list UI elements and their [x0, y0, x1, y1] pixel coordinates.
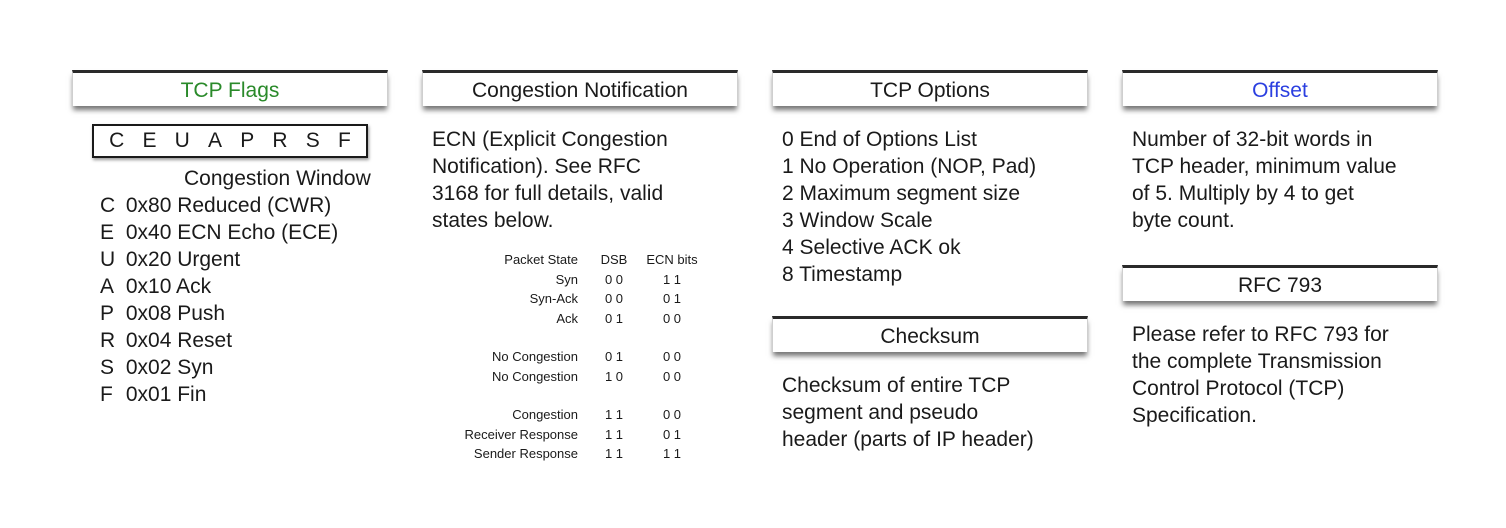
dsb-value: 0 1	[604, 349, 624, 364]
flag-desc: 0x04 Reset	[125, 329, 233, 352]
checksum-header: Checksum	[772, 316, 1088, 352]
flag-letter: C	[100, 194, 116, 217]
desc-line: 3168 for full details, valid	[432, 182, 664, 205]
packet-state: Congestion	[512, 407, 578, 422]
flag-letter: S	[100, 356, 115, 379]
dsb-value: 1 0	[604, 368, 624, 384]
table-spacer	[438, 328, 712, 347]
option-item: 8 Timestamp	[782, 263, 903, 286]
table-row	[438, 309, 712, 329]
congestion-header: Congestion Notification	[422, 70, 738, 106]
column-header: ECN bits	[646, 252, 698, 267]
rfc-header: RFC 793	[1122, 265, 1438, 301]
flag-item	[100, 246, 392, 273]
table-row	[438, 289, 712, 309]
packet-state: Syn	[555, 271, 578, 287]
desc-line: Control Protocol (TCP)	[1132, 377, 1345, 400]
desc-line: byte count.	[1132, 209, 1235, 232]
flag-item	[100, 192, 392, 219]
flag-bit: S	[305, 129, 320, 152]
packet-state: Ack	[556, 310, 578, 326]
flag-item	[100, 300, 392, 327]
desc-line: of 5. Multiply by 4 to get	[1132, 182, 1354, 205]
option-item: 2 Maximum segment size	[782, 182, 1021, 205]
table-row	[438, 444, 712, 464]
option-item: 3 Window Scale	[782, 209, 933, 232]
flag-desc: 0x40 ECN Echo (ECE)	[125, 221, 339, 244]
desc-line: TCP header, minimum value	[1132, 155, 1397, 178]
flag-bit: P	[240, 129, 255, 152]
flag-desc: 0x01 Fin	[125, 383, 207, 406]
tcp-options-header: TCP Options	[772, 70, 1088, 106]
flag-bit: F	[337, 129, 351, 152]
ecn-bits-value: 0 0	[662, 310, 682, 326]
ecn-bits-value: 0 0	[662, 368, 682, 384]
congestion-window-label: Congestion Window	[184, 167, 371, 190]
desc-line: segment and pseudo	[782, 401, 979, 424]
flag-desc: 0x10 Ack	[125, 275, 212, 298]
flag-desc: 0x08 Push	[125, 302, 226, 325]
dsb-value: 0 0	[604, 291, 624, 306]
checksum-description	[782, 372, 1092, 453]
flag-bit: R	[272, 129, 288, 152]
table-row	[438, 270, 712, 290]
options-list	[772, 126, 1092, 288]
table-row	[438, 347, 712, 367]
flag-item	[100, 327, 392, 354]
packet-state: Syn-Ack	[529, 291, 578, 306]
dsb-value: 1 1	[604, 426, 624, 442]
flag-letter: R	[100, 329, 116, 352]
dsb-value: 0 1	[604, 310, 624, 326]
packet-state: No Congestion	[492, 368, 578, 384]
column-header: Packet State	[504, 252, 578, 267]
flag-desc: 0x02 Syn	[125, 356, 214, 379]
ecn-bits-value: 0 1	[662, 291, 682, 306]
offset-header: Offset	[1122, 70, 1438, 106]
congestion-description	[432, 126, 742, 234]
offset-description	[1132, 126, 1442, 234]
ecn-bits-value: 0 1	[662, 426, 682, 442]
flag-bit: C	[109, 129, 125, 152]
offset-panel	[1122, 70, 1442, 234]
desc-line: states below.	[432, 209, 554, 232]
table-header-row	[438, 250, 712, 270]
flag-bit: A	[208, 129, 223, 152]
desc-line: Please refer to RFC 793 for	[1132, 323, 1389, 346]
flag-desc: 0x80 Reduced (CWR)	[125, 194, 332, 217]
tcp-flags-header: TCP Flags	[72, 70, 388, 106]
packet-state: Receiver Response	[464, 426, 578, 442]
flag-list	[72, 192, 392, 408]
flag-item	[100, 273, 392, 300]
option-item: 0 End of Options List	[782, 128, 977, 151]
ecn-bits-value: 1 1	[662, 446, 682, 461]
rfc-description	[1132, 321, 1442, 429]
table-spacer	[438, 386, 712, 405]
flag-letter: A	[100, 275, 115, 298]
flag-item	[100, 354, 392, 381]
flag-letter: U	[100, 248, 116, 271]
tcp-flags-panel	[72, 70, 392, 408]
packet-state: No Congestion	[492, 349, 578, 364]
flag-item	[100, 219, 392, 246]
dsb-value: 1 1	[604, 446, 624, 461]
congestion-panel	[422, 70, 742, 464]
flag-item	[100, 381, 392, 408]
desc-line: header (parts of IP header)	[782, 428, 1034, 451]
option-item: 1 No Operation (NOP, Pad)	[782, 155, 1037, 178]
flag-bit: U	[174, 129, 190, 152]
table-row	[438, 367, 712, 387]
flag-letter: F	[100, 383, 113, 406]
flag-letter: P	[100, 302, 115, 325]
tcp-options-panel	[772, 70, 1092, 288]
desc-line: the complete Transmission	[1132, 350, 1382, 373]
desc-line: Checksum of entire TCP	[782, 374, 1011, 397]
desc-line: Specification.	[1132, 404, 1257, 427]
flag-letter: E	[100, 221, 115, 244]
packet-state: Sender Response	[473, 446, 578, 461]
dsb-value: 1 1	[604, 407, 624, 422]
rfc-panel	[1122, 265, 1442, 429]
dsb-value: 0 0	[604, 271, 624, 287]
ecn-bits-value: 0 0	[662, 407, 682, 422]
flag-bit: E	[142, 129, 157, 152]
ecn-bits-value: 0 0	[662, 349, 682, 364]
desc-line: Number of 32-bit words in	[1132, 128, 1373, 151]
table-row	[438, 405, 712, 425]
checksum-panel	[772, 316, 1092, 453]
table-row	[438, 425, 712, 445]
column-header: DSB	[600, 252, 628, 267]
desc-line: Notification). See RFC	[432, 155, 641, 178]
desc-line: ECN (Explicit Congestion	[432, 128, 668, 151]
ecn-bits-value: 1 1	[662, 271, 682, 287]
ecn-state-table	[438, 250, 712, 464]
flag-bits-box	[92, 124, 368, 158]
flag-desc: 0x20 Urgent	[125, 248, 241, 271]
option-item: 4 Selective ACK ok	[782, 236, 961, 259]
